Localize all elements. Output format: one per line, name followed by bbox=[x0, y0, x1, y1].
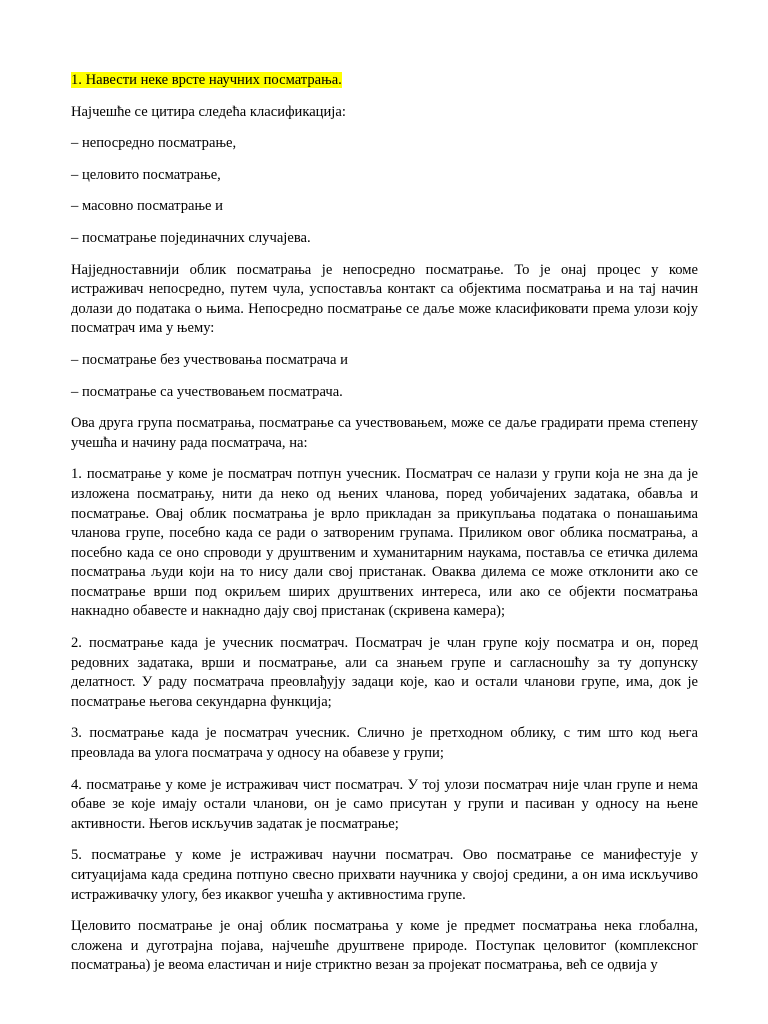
direct-type-with-participation: – посматрање са учествовањем посматрача. bbox=[71, 383, 343, 400]
classification-item-mass: – масовно посматрање и bbox=[71, 198, 223, 215]
paragraph-participation: Ова друга група посматрања, посматрање са учествовањем, може се даље градирати према степену учешћа и начину рада посматрача, на: bbox=[71, 415, 698, 451]
participation-type-2: 2. посматрање када је учесник посматрач. Посматрач је члан групе коју посматра и он, поред редовних задатака, врши и посматрање, али са знањем групе и сагласношћу за ту допунску делатност. У раду посматрача преовлађују задаци које, као и остали чланови групе, има, док је посматрање његова секундарна функција; bbox=[71, 635, 698, 710]
paragraph-direct-observation: Најједноставнији облик посматрања је непосредно посматрање. То је онај процес у коме истраживач непосредно, путем чула, успоставља контакт са објектима посматрања и на тај начин долази до података о њима. Непосредно посматрање се даље може класификовати према улози коју посматрач има у њему: bbox=[71, 261, 698, 337]
question-heading bbox=[71, 71, 698, 91]
document-page bbox=[71, 71, 698, 988]
participation-type-3: 3. посматрање када је посматрач учесник. Слично је претходном облику, с тим што код њега преовлада ва улога посматрача у односу на обавезе у групи; bbox=[71, 725, 698, 762]
classification-item-individual: – посматрање појединачних случајева. bbox=[71, 229, 311, 246]
participation-type-1: 1. посматрање у коме је посматрач потпун учесник. Посматрач се налази у групи која не зна да је изложена посматрању, нити да неко од њених чланова, поред уобичајених задатака, обавља и посматрање. Овај облик посматрања је врло прикладан за прикупљања података о понашањима чланова групе, посебно када се ради о затвореним групама. Приликом овог облика посматрања, а посебно када се оно спроводи у друштвеним и хуманитарним наукама, поставља се етичка дилема посматрања људи који на то нису дали свој пристанак. Оваква дилема се може отклонити ако се посматрање врши под окриљем ширих друштвених интереса, или ако се објекти посматрања накнадно обавесте и накнадно дају свој пристанак (скривена камера); bbox=[71, 466, 698, 620]
paragraph-holistic-observation: Целовито посматрање је онај облик посматрања у коме је предмет посматрања нека глобална, сложена и дуготрајна појава, најчешће друштвене природе. Поступак целовитог (комплексног посматрања) је веома еластичан и није стриктно везан за пројекат посматрања, већ се одвија у bbox=[71, 918, 698, 974]
participation-type-5: 5. посматрање у коме је истраживач научни посматрач. Ово посматрање се манифестује у ситуацијама када средина потпуно свесно прихвати научника у својој средини, а он има искључиво истраживачку улогу, без икаквог учешћа у активностима групе. bbox=[71, 847, 698, 903]
participation-type-4: 4. посматрање у коме је истраживач чист посматрач. У тој улози посматрач није члан групе и нема обаве зе које имају остали чланови, он је само присутан у групи и пасиван у односу на њене активности. Његов искључив задатак је посматрање; bbox=[71, 776, 698, 832]
highlighted-heading-text: 1. Навести неке врсте научних посматрања. bbox=[71, 72, 342, 88]
classification-item-direct: – непосредно посматрање, bbox=[71, 135, 237, 152]
classification-item-holistic: – целовито посматрање, bbox=[71, 166, 221, 183]
intro-paragraph: Најчешће се цитира следећа класификација: bbox=[71, 103, 346, 120]
direct-type-without-participation: – посматрање без учествовања посматрача и bbox=[71, 351, 348, 368]
